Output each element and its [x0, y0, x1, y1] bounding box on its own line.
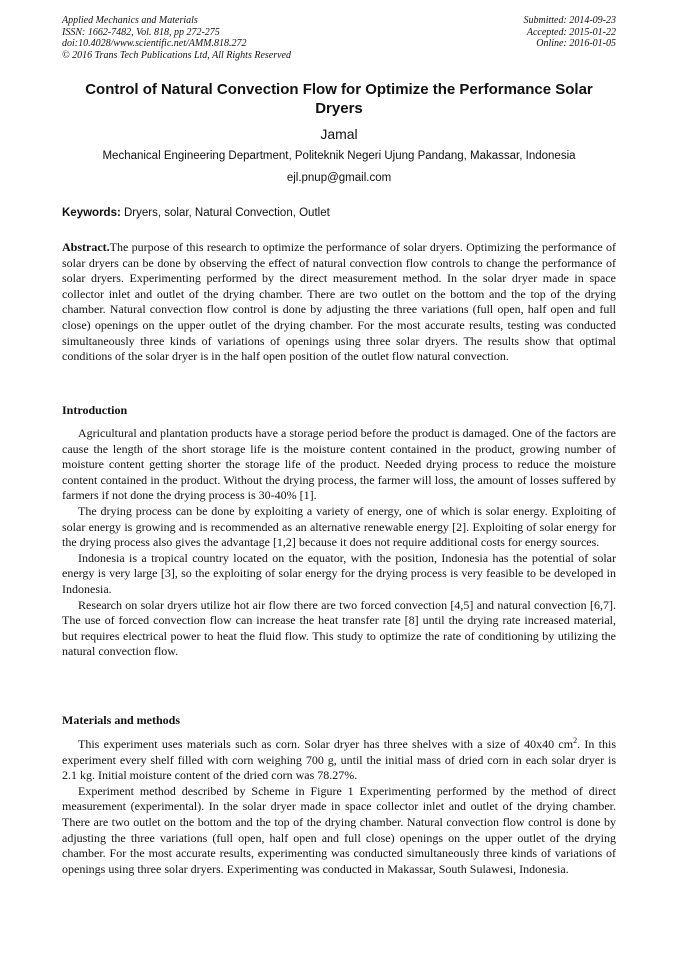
journal-info	[62, 15, 291, 61]
author-affiliation: Mechanical Engineering Department, Politeknik Negeri Ujung Pandang, Makassar, Indonesia	[102, 150, 576, 162]
online-date: Online: 2016-01-05	[536, 38, 616, 49]
materials-body	[62, 737, 616, 877]
materials-paragraph-2: Experiment method described by Scheme in Figure 1 Experimenting performed by the method of direct measurement (experimental). In the solar dryer made in space collector inlet and outlet of the drying chamber. There are two outlet on the bottom and the top of the drying chamber. Natural convection flow control is done by adjusting the three variations (full open, half open and full close) openings on the upper outlet of the drying chamber. For the most accurate results, experimenting was conducted simultaneously three kinds of variations of openings using three solar dryers. Experimenting was conducted in Makassar, South Sulawesi, Indonesia.	[62, 783, 616, 876]
materials-p1-start: This experiment uses materials such as corn. Solar dryer has three shelves with a size of 40x40 cm	[78, 737, 574, 751]
intro-paragraph: Research on solar dryers utilize hot air flow there are two forced convection [4,5] and natural convection [6,7]. The use of forced convection flow can increase the heat transfer rate [8] until the drying rate increased material, but requires electrical power to heat the fluid flow. This study to optimize the rate of conditioning by utilizing the natural convection flow.	[62, 597, 616, 659]
accepted-date: Accepted: 2015-01-22	[526, 26, 616, 38]
intro-paragraph: The drying process can be done by exploiting a variety of energy, one of which is solar energy. Exploiting of solar energy is growing and is recommended as an alternative renewable energy [2]. Exploiting of solar energy for the drying process also gives the advantage [1,2] because it does not require additional costs for energy sources.	[62, 503, 616, 550]
author-email: ejl.pnup@gmail.com	[286, 172, 392, 184]
author-name: Jamal	[320, 126, 358, 142]
paper-title: Control of Natural Convection Flow for Optimize the Performance Solar Dryers	[85, 81, 593, 117]
copyright: © 2016 Trans Tech Publications Ltd, All Rights Reserved	[62, 49, 291, 61]
materials-p1-end: . In this experiment every shelf filled with corn weighing 700 g, until the initial mass of dried corn in each solar dryer is 2.1 kg. Initial moisture content of the dried corn was 78.27%.	[62, 737, 616, 783]
intro-paragraph: Agricultural and plantation products have a storage period before the product is damaged. One of the factors are cause the length of the short storage life is the moisture content contained in the product, growing number of moisture content getting shorter the storage life of the product. Needed drying process to reduce the moisture content contained in the product. Without the drying process, the farmer will loss, the amount of losses suffered by farmers if not done the drying process is 30-40% [1].	[62, 426, 616, 503]
introduction-body	[62, 426, 616, 660]
materials-paragraph-1	[62, 737, 616, 784]
submitted-date: Submitted: 2014-09-23	[523, 15, 616, 26]
intro-paragraph: Indonesia is a tropical country located on the equator, with the position, Indonesia has the potential of solar energy is very large [3], so the exploiting of solar energy for the drying process is very feasible to be developed in Indonesia.	[62, 550, 616, 596]
superscript: 2	[573, 736, 578, 745]
abstract	[62, 240, 616, 365]
publication-dates	[524, 15, 617, 50]
abstract-text: The purpose of this research to optimize the performance of solar dryers. Optimizing the performance of solar dryers can be done by observing the effect of natural convection flow controls to change the performance of solar dryers. Experimenting performed by the direct measurement method. In the solar dryer made in space collector inlet and outlet of the drying chamber. There are two outlet on the bottom and the top of the drying chamber. Natural convection flow control is done by adjusting the three variations (full open, half open and full close) openings on the upper outlet of the drying chamber. For the most accurate results, testing was conducted simultaneously three kinds of variations of openings using three solar dryers. The results show that optimal conditions of the solar dryer is in the half open position of the outlet flow natural convection.	[62, 240, 616, 364]
journal-name: Applied Mechanics and Materials	[62, 15, 198, 26]
introduction-heading: Introduction	[62, 403, 128, 417]
abstract-label: Abstract.	[62, 240, 110, 254]
keywords-label: Keywords:	[62, 207, 121, 219]
keywords-text: Dryers, solar, Natural Convection, Outlet	[120, 207, 330, 219]
doi: doi:10.4028/www.scientific.net/AMM.818.272	[62, 38, 247, 49]
materials-heading: Materials and methods	[62, 713, 180, 727]
issn: ISSN: 1662-7482, Vol. 818, pp 272-275	[62, 26, 220, 38]
keywords	[62, 206, 616, 220]
